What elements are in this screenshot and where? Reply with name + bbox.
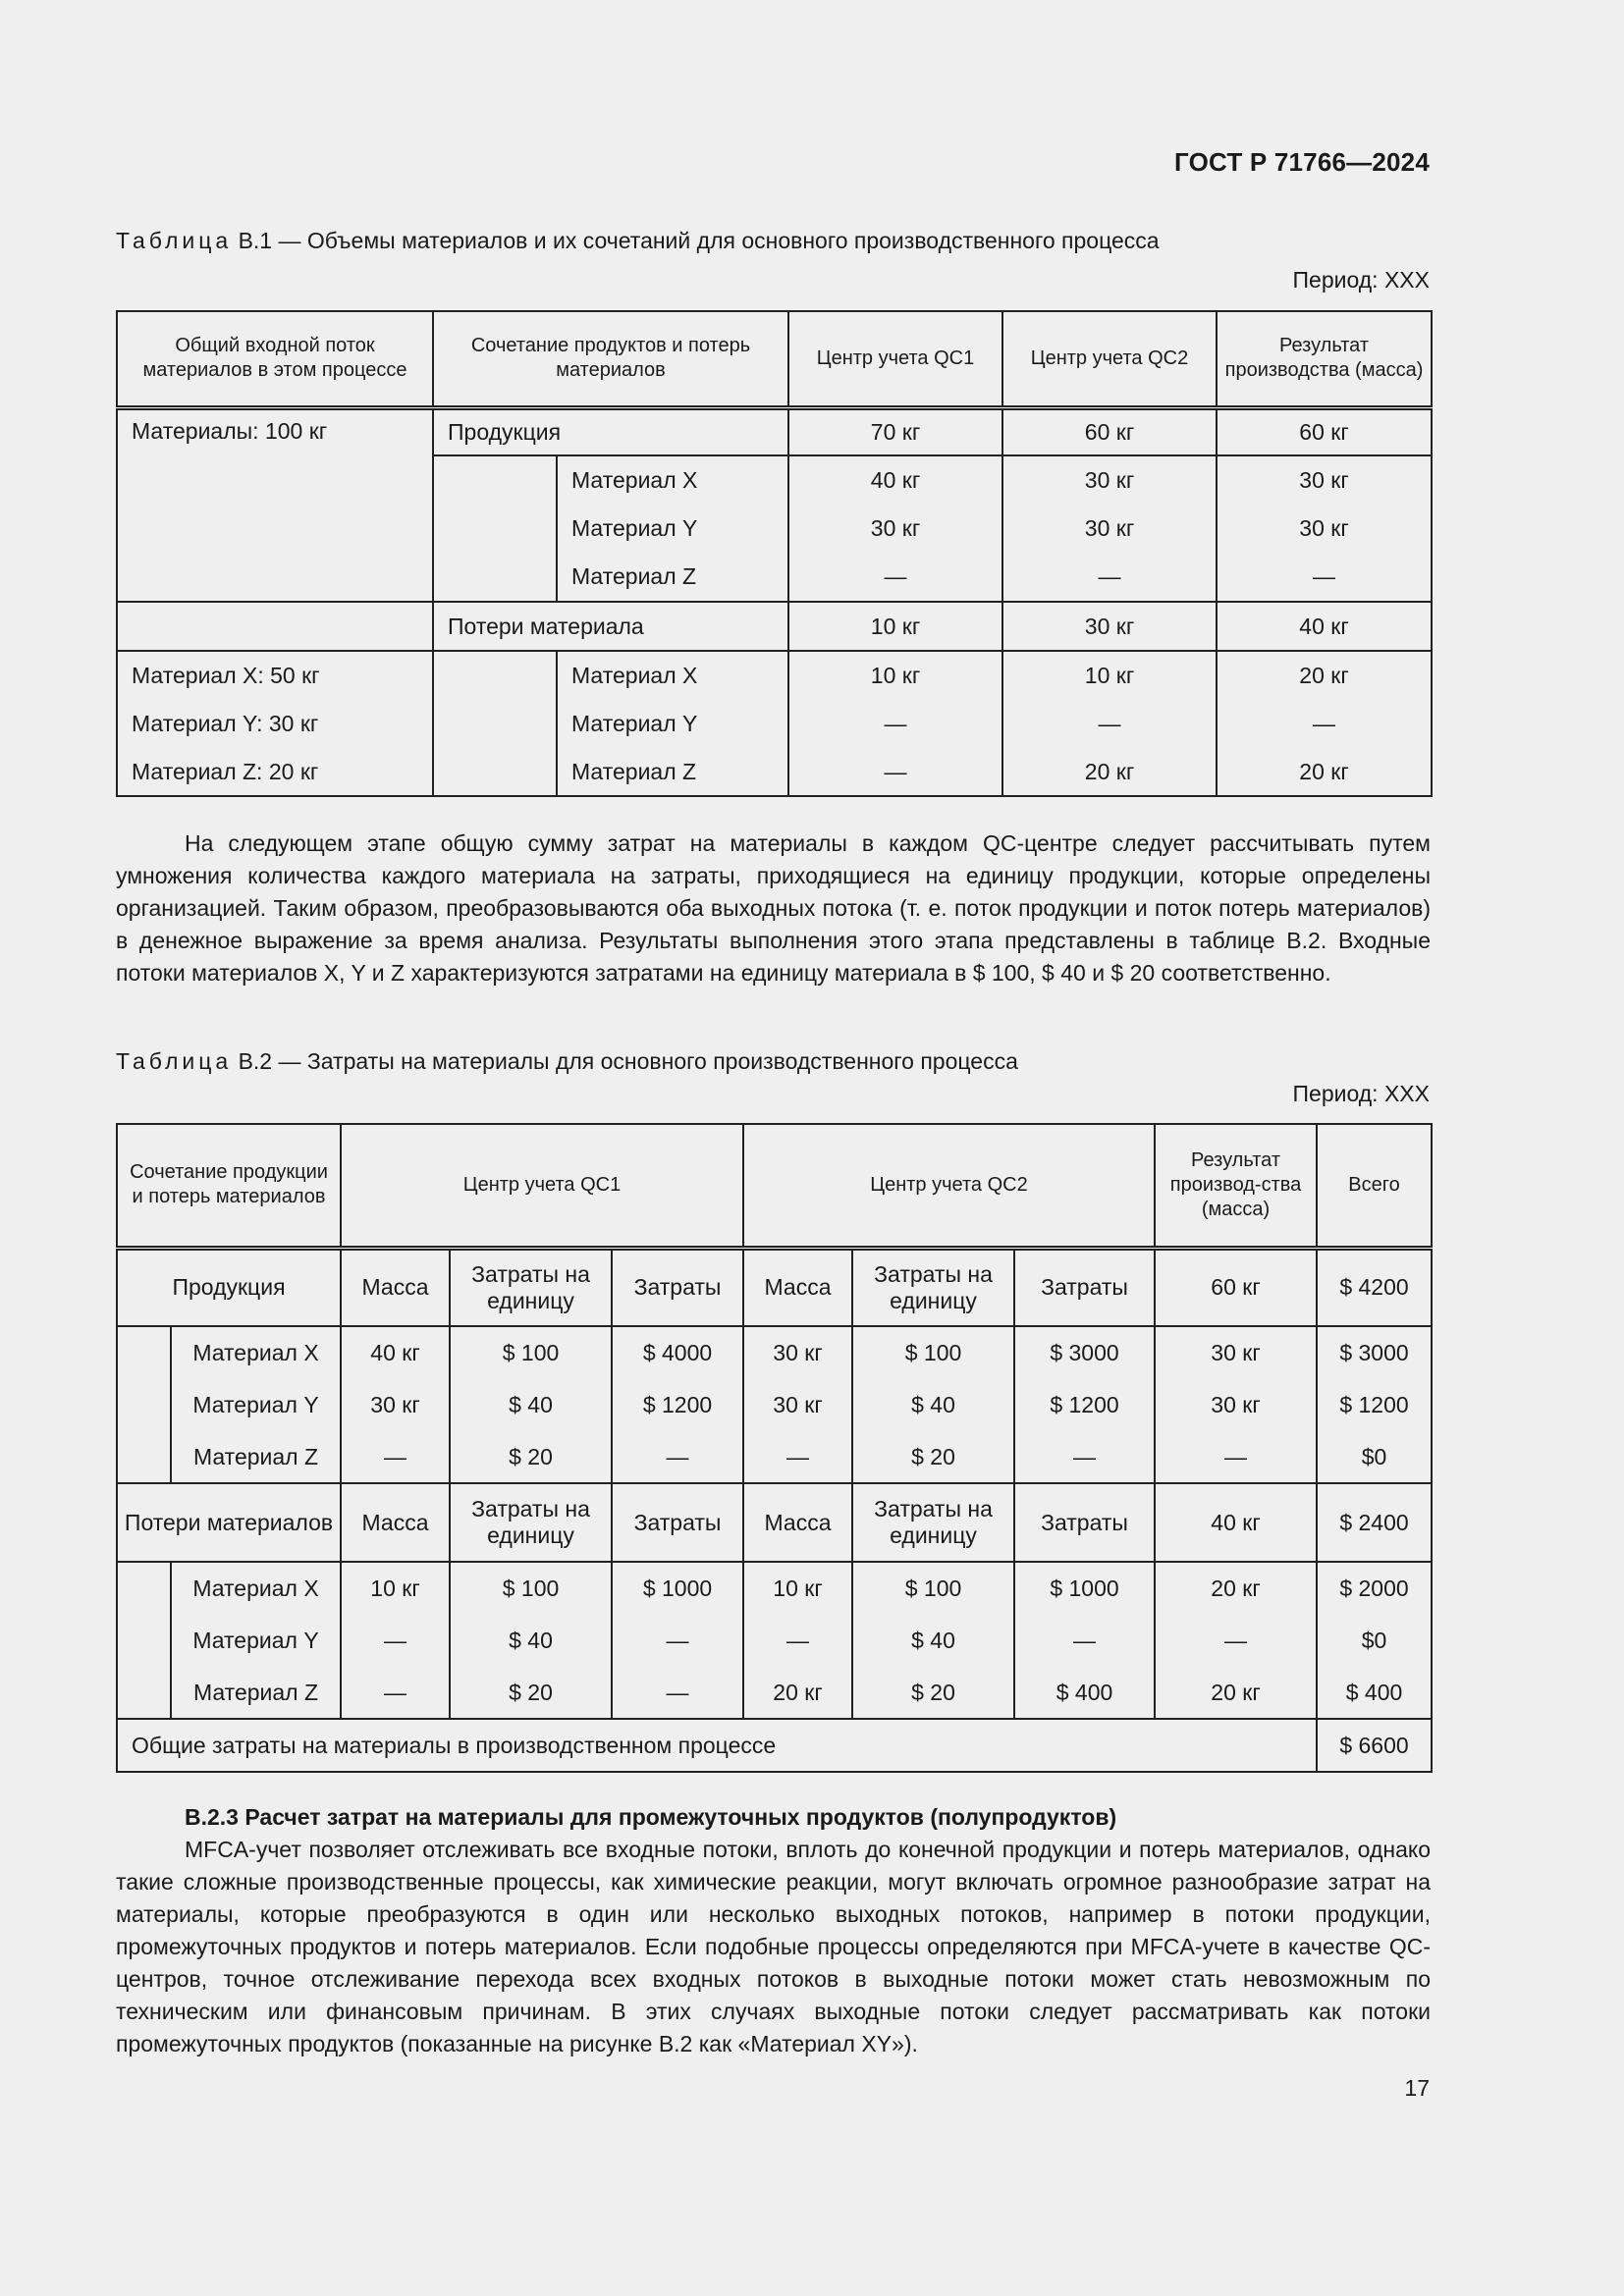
table-cell: 20 кг bbox=[1155, 1667, 1317, 1719]
table-cell: 30 кг bbox=[1217, 504, 1432, 553]
table-cell: — bbox=[743, 1615, 852, 1667]
table-cell: $ 4200 bbox=[1317, 1248, 1432, 1326]
table-cell: — bbox=[788, 700, 1002, 748]
body-paragraph bbox=[116, 828, 1431, 989]
input-materials-cell: Материалы: 100 кг bbox=[117, 407, 433, 602]
subheader-unit-cost: Затраты на единицу bbox=[450, 1483, 612, 1562]
total-label: Общие затраты на материалы в производственном процессе bbox=[117, 1719, 1317, 1772]
row-label: Материал X bbox=[557, 455, 788, 504]
table-row bbox=[117, 1379, 1432, 1431]
table-total-row bbox=[117, 1719, 1432, 1772]
table-cell: 10 кг bbox=[1002, 651, 1217, 700]
table-cell: — bbox=[612, 1667, 743, 1719]
table-cell: — bbox=[1002, 553, 1217, 602]
table-cell: 30 кг bbox=[341, 1379, 450, 1431]
row-label: Материал X bbox=[171, 1326, 341, 1379]
table-cell: 70 кг bbox=[788, 407, 1002, 455]
table-cell: 10 кг bbox=[788, 651, 1002, 700]
subheader-mass: Масса bbox=[341, 1248, 450, 1326]
table2-header-combo: Сочетание продукции и потерь материалов bbox=[117, 1124, 341, 1248]
table-cell: 30 кг bbox=[1002, 602, 1217, 651]
table-row bbox=[117, 1483, 1432, 1562]
table-cell: 30 кг bbox=[1002, 504, 1217, 553]
table-row bbox=[117, 1562, 1432, 1615]
table-cell: — bbox=[1014, 1431, 1155, 1483]
paragraph-text: На следующем этапе общую сумму затрат на материалы в каждом QC-центре следует рассчитывать путем умножения количества каждого материала на затраты, приходящиеся на единицу продукции, которые определены организацией. Таким образом, преобразовываются оба выходных потока (т. е. поток продукции и поток потерь материалов) в денежное выражение за время анализа. Результаты выполнения этого этапа представлены в таблице В.2. Входные потоки материалов X, Y и Z характеризуются затратами на единицу материала в $ 100, $ 40 и $ 20 соответственно. bbox=[116, 830, 1431, 986]
table-cell: $ 1200 bbox=[1014, 1379, 1155, 1431]
table-cell: $ 2000 bbox=[1317, 1562, 1432, 1615]
table-cell: $ 20 bbox=[852, 1667, 1014, 1719]
table-cell: 40 кг bbox=[788, 455, 1002, 504]
table1-header-qc2: Центр учета QC2 bbox=[1002, 311, 1217, 407]
row-label: Материал Z bbox=[557, 553, 788, 602]
indent-cell bbox=[433, 455, 557, 602]
subheader-unit-cost: Затраты на единицу bbox=[450, 1248, 612, 1326]
table-cell: — bbox=[1217, 553, 1432, 602]
table1-period: Период: XXX bbox=[1292, 267, 1430, 293]
input-z-cell: Материал Z: 20 кг bbox=[117, 748, 433, 796]
row-label: Материал X bbox=[171, 1562, 341, 1615]
table-cell: $ 3000 bbox=[1014, 1326, 1155, 1379]
table-cell: $ 20 bbox=[450, 1431, 612, 1483]
table1-caption-label: Таблица bbox=[116, 228, 233, 253]
input-x-cell: Материал X: 50 кг bbox=[117, 651, 433, 700]
table-cell: 40 кг bbox=[1217, 602, 1432, 651]
table-cell: $ 20 bbox=[450, 1667, 612, 1719]
table-cell: 10 кг bbox=[788, 602, 1002, 651]
table-cell: — bbox=[1217, 700, 1432, 748]
table-cell: $ 100 bbox=[852, 1562, 1014, 1615]
table-cell: $ 2400 bbox=[1317, 1483, 1432, 1562]
table-cell: 10 кг bbox=[743, 1562, 852, 1615]
table-cell: $ 20 bbox=[852, 1431, 1014, 1483]
document-code: ГОСТ Р 71766—2024 bbox=[1174, 147, 1430, 177]
table-cell: — bbox=[341, 1667, 450, 1719]
subheader-cost: Затраты bbox=[1014, 1248, 1155, 1326]
table-cell: 30 кг bbox=[743, 1379, 852, 1431]
table-cell: 60 кг bbox=[1217, 407, 1432, 455]
table1-header-row bbox=[117, 311, 1432, 407]
section-text: MFCA-учет позволяет отслеживать все входные потоки, вплоть до конечной продукции и потерь материалов, однако такие сложные производственные процессы, как химические реакции, могут включать огромное разнообразие затрат на материалы, которые преобразуются в один или несколько выходных потоков, например в потоки продукции, промежуточных продуктов и потерь материалов. Если подобные процессы определяются при MFCA-учете в качестве QC-центров, точное отслеживание перехода всех входных потоков в выходные потоки может стать невозможным по техническим или финансовым причинам. В этих случаях выходные потоки следует рассматривать как потоки промежуточных продуктов (показанные на рисунке В.2 как «Материал XY»). bbox=[116, 1837, 1431, 2056]
table2-period: Период: XXX bbox=[1292, 1081, 1430, 1106]
losses-label: Потери материалов bbox=[117, 1483, 341, 1562]
subheader-mass: Масса bbox=[341, 1483, 450, 1562]
products-label: Продукция bbox=[117, 1248, 341, 1326]
table-cell: 40 кг bbox=[341, 1326, 450, 1379]
table-cell: — bbox=[341, 1431, 450, 1483]
table2-header-qc1: Центр учета QC1 bbox=[341, 1124, 743, 1248]
section-heading: В.2.3 Расчет затрат на материалы для промежуточных продуктов (полупродуктов) bbox=[185, 1804, 1117, 1830]
input-y-cell: Материал Y: 30 кг bbox=[117, 700, 433, 748]
table2-caption-text: В.2 — Затраты на материалы для основного производственного процесса bbox=[238, 1048, 1018, 1074]
row-label: Материал X bbox=[557, 651, 788, 700]
table-cell: 10 кг bbox=[341, 1562, 450, 1615]
row-label: Материал Y bbox=[557, 504, 788, 553]
table2-header-total: Всего bbox=[1317, 1124, 1432, 1248]
table-cell: 30 кг bbox=[788, 504, 1002, 553]
row-label: Материал Z bbox=[171, 1431, 341, 1483]
table-cell: — bbox=[743, 1431, 852, 1483]
table1-header-combo: Сочетание продуктов и потерь материалов bbox=[433, 311, 788, 407]
table-cell: — bbox=[612, 1431, 743, 1483]
table-cell: — bbox=[1014, 1615, 1155, 1667]
subheader-mass: Масса bbox=[743, 1248, 852, 1326]
table1-caption-text: В.1 — Объемы материалов и их сочетаний для основного производственного процесса bbox=[238, 228, 1160, 253]
table-cell: 20 кг bbox=[743, 1667, 852, 1719]
table-cell: — bbox=[341, 1615, 450, 1667]
table2-caption-label: Таблица bbox=[116, 1048, 233, 1074]
table-cell: 20 кг bbox=[1217, 651, 1432, 700]
table-row bbox=[117, 1248, 1432, 1326]
table-cell: $ 1200 bbox=[612, 1379, 743, 1431]
row-label: Материал Z bbox=[171, 1667, 341, 1719]
subheader-mass: Масса bbox=[743, 1483, 852, 1562]
subheader-unit-cost: Затраты на единицу bbox=[852, 1483, 1014, 1562]
empty-cell bbox=[117, 602, 433, 651]
table-cell: $ 100 bbox=[450, 1562, 612, 1615]
table-row bbox=[117, 1431, 1432, 1483]
table-row bbox=[117, 1615, 1432, 1667]
table-cell: $ 1000 bbox=[1014, 1562, 1155, 1615]
table2-header-qc2: Центр учета QC2 bbox=[743, 1124, 1155, 1248]
table-cell: 30 кг bbox=[1155, 1326, 1317, 1379]
table-cell: — bbox=[1002, 700, 1217, 748]
table-row bbox=[117, 748, 1432, 796]
table-cell: $ 400 bbox=[1317, 1667, 1432, 1719]
table1-header-result: Результат производства (масса) bbox=[1217, 311, 1432, 407]
table-row bbox=[117, 651, 1432, 700]
table1-header-qc1: Центр учета QC1 bbox=[788, 311, 1002, 407]
subheader-unit-cost: Затраты на единицу bbox=[852, 1248, 1014, 1326]
row-label: Материал Y bbox=[171, 1379, 341, 1431]
table2-header-result: Результат производ-ства (масса) bbox=[1155, 1124, 1317, 1248]
table2-header-row bbox=[117, 1124, 1432, 1248]
section-b23 bbox=[116, 1801, 1431, 2060]
table-cell: $ 4000 bbox=[612, 1326, 743, 1379]
subheader-cost: Затраты bbox=[612, 1483, 743, 1562]
table-b2 bbox=[116, 1123, 1433, 1773]
table-cell: $0 bbox=[1317, 1615, 1432, 1667]
subheader-cost: Затраты bbox=[612, 1248, 743, 1326]
table-row bbox=[117, 1667, 1432, 1719]
table-row bbox=[117, 602, 1432, 651]
page-number: 17 bbox=[1404, 2075, 1430, 2101]
indent-cell bbox=[433, 651, 557, 796]
table-cell: $ 40 bbox=[450, 1379, 612, 1431]
table1-header-input: Общий входной поток материалов в этом процессе bbox=[117, 311, 433, 407]
table-cell: $ 3000 bbox=[1317, 1326, 1432, 1379]
table-cell: $ 40 bbox=[852, 1379, 1014, 1431]
table-cell: — bbox=[612, 1615, 743, 1667]
indent-cell bbox=[117, 1326, 171, 1483]
table-cell: $ 100 bbox=[450, 1326, 612, 1379]
indent-cell bbox=[117, 1562, 171, 1719]
table-cell: — bbox=[788, 553, 1002, 602]
table-row bbox=[117, 407, 1432, 455]
table-cell: 20 кг bbox=[1217, 748, 1432, 796]
row-label: Материал Y bbox=[557, 700, 788, 748]
table-cell: — bbox=[1155, 1615, 1317, 1667]
table-cell: 30 кг bbox=[1155, 1379, 1317, 1431]
row-label: Материал Z bbox=[557, 748, 788, 796]
total-value: $ 6600 bbox=[1317, 1719, 1432, 1772]
table-row bbox=[117, 700, 1432, 748]
table-cell: 20 кг bbox=[1002, 748, 1217, 796]
products-label: Продукция bbox=[433, 407, 788, 455]
table-cell: 20 кг bbox=[1155, 1562, 1317, 1615]
table-cell: — bbox=[1155, 1431, 1317, 1483]
table-cell: $ 400 bbox=[1014, 1667, 1155, 1719]
table-cell: 30 кг bbox=[1002, 455, 1217, 504]
table1-caption bbox=[116, 228, 1160, 254]
table-cell: 60 кг bbox=[1002, 407, 1217, 455]
table-cell: $0 bbox=[1317, 1431, 1432, 1483]
table-cell: 30 кг bbox=[743, 1326, 852, 1379]
table-cell: $ 100 bbox=[852, 1326, 1014, 1379]
subheader-cost: Затраты bbox=[1014, 1483, 1155, 1562]
table-b1 bbox=[116, 310, 1433, 797]
row-label: Материал Y bbox=[171, 1615, 341, 1667]
table-cell: $ 40 bbox=[450, 1615, 612, 1667]
table-cell: — bbox=[788, 748, 1002, 796]
table-cell: $ 1200 bbox=[1317, 1379, 1432, 1431]
table2-caption bbox=[116, 1048, 1018, 1075]
table-cell: 60 кг bbox=[1155, 1248, 1317, 1326]
table-row bbox=[117, 1326, 1432, 1379]
losses-label: Потери материала bbox=[433, 602, 788, 651]
table-cell: 30 кг bbox=[1217, 455, 1432, 504]
table-cell: 40 кг bbox=[1155, 1483, 1317, 1562]
table-cell: $ 40 bbox=[852, 1615, 1014, 1667]
table-cell: $ 1000 bbox=[612, 1562, 743, 1615]
